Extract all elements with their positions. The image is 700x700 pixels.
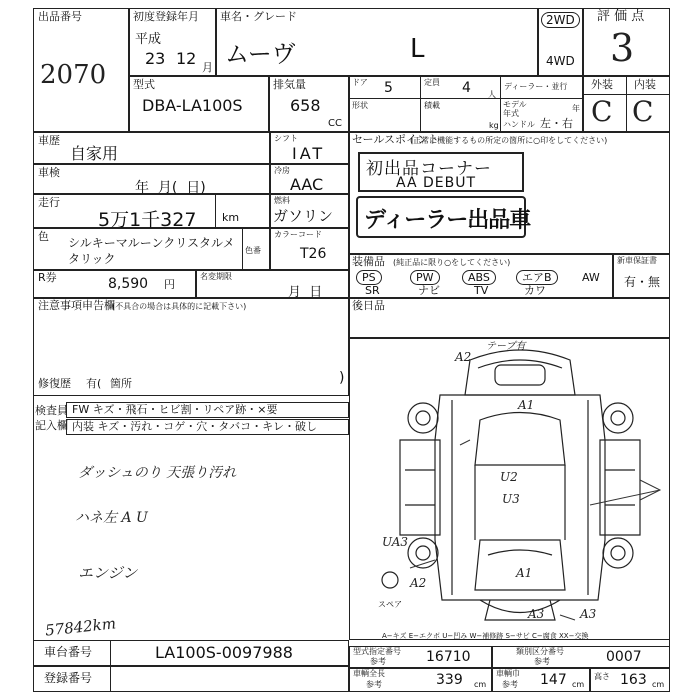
model-year-unit: 年 [572, 104, 580, 113]
width-unit: cm [572, 680, 585, 689]
category-value: 0007 [606, 649, 642, 665]
inspection-value: 年 月( 日) [135, 180, 206, 196]
followup-label: 後日品 [352, 299, 385, 312]
handle-value: 左・右 [540, 117, 573, 130]
inspector-exterior-text: FW キズ・飛石・ヒビ割・リペア跡・×要 [72, 403, 278, 416]
equip-aw: AW [582, 271, 600, 284]
damage-mark-a3-corner: A3 [580, 607, 597, 621]
mileage-unit: km [222, 211, 240, 224]
damage-legend: A−キズ E−エクボ U−凹み W−補修跡 S−サビ C−腐食 XX−交換 [382, 632, 589, 640]
era-label: 平成 [135, 32, 162, 47]
chassis-label: 車台番号 [44, 645, 93, 659]
height-label: 高さ [594, 672, 610, 681]
deadline-label: 名変期限 [200, 272, 232, 281]
interior-label: 内装 [634, 78, 656, 91]
category-label: 類別区分番号 [516, 647, 564, 656]
damage-mark-a1-rear: A1 [516, 566, 533, 580]
damage-mark-u3: U3 [502, 492, 520, 506]
history-label: 車歴 [38, 134, 60, 147]
equip-tv: TV [474, 284, 489, 297]
equip-airbag: エアB [516, 270, 558, 285]
equipment-label: 装備品 [352, 255, 385, 268]
notes-sub: (不具合の場合は具体的に記載下さい) [112, 302, 247, 311]
equip-leather: カワ [524, 284, 546, 297]
recycle-value: 8,590 [108, 276, 149, 292]
equip-sr: SR [365, 284, 380, 297]
equip-abs: ABS [462, 270, 496, 285]
handwritten-note-2: ハネ左 A U [75, 510, 148, 526]
notes-label: 注意事項申告欄 [38, 299, 115, 312]
model-label: 型式 [133, 78, 155, 91]
mileage-label: 走行 [38, 196, 60, 209]
color-code-label: 色番 [245, 246, 261, 255]
length-value: 339 [436, 672, 463, 688]
reg-month: 12 [176, 49, 197, 68]
equipment-sub: (純正品に限り○をしてください) [393, 258, 511, 267]
repair-unit: 箇所 [110, 377, 132, 390]
color-label: 色 [38, 230, 49, 243]
damage-mark-a3-rear: A3 [528, 607, 545, 621]
repair-bracket: ) [339, 370, 345, 386]
model-num-sub: 参考 [370, 657, 386, 666]
damage-mark-a2-top: A2 [455, 350, 472, 364]
disp-label: 排気量 [273, 78, 306, 91]
history-value: 自家用 [70, 144, 119, 163]
disp-value: 658 [290, 96, 321, 115]
mileage-value: 5万1千327 [98, 209, 197, 231]
capacity-value: 4 [462, 80, 471, 96]
category-sub: 参考 [534, 657, 550, 666]
fuel-label: 燃料 [274, 196, 290, 205]
car-name: ムーヴ [225, 40, 296, 68]
exterior-grade: C [591, 95, 613, 128]
height-unit: cm [652, 680, 665, 689]
selling-points-sub: (正常に機能するもの所定の箇所に○印をしてください) [410, 136, 608, 145]
chassis-value: LA100S-0097988 [155, 643, 293, 662]
recycle-label: R券 [38, 271, 57, 284]
car-grade: L [410, 34, 425, 64]
first-reg-label: 初度登録年月 [133, 10, 199, 23]
width-value: 147 [540, 672, 567, 688]
width-label: 車輌巾 [496, 669, 520, 678]
length-unit: cm [474, 680, 487, 689]
dealer-stamp-text: ディーラー出品車 [364, 208, 531, 233]
damage-mark-a2-side: A2 [410, 576, 427, 590]
warranty-label: 新車保証書 [617, 256, 657, 265]
equip-ps: PS [356, 270, 382, 285]
doors-value: 5 [384, 80, 393, 96]
height-value: 163 [620, 672, 647, 688]
handwritten-note-3: エンジン [78, 564, 138, 582]
equip-navi: ナビ [418, 284, 440, 297]
width-sub: 参考 [502, 680, 518, 689]
reg-label: 登録番号 [44, 671, 93, 685]
repair-value: 有( [86, 377, 102, 390]
shift-label: シフト [274, 134, 298, 143]
inspector-label-1: 検査員 [35, 404, 68, 417]
score-value: 3 [610, 26, 635, 70]
ac-value: AAC [290, 175, 324, 194]
reg-year: 23 [145, 49, 166, 68]
drive-4wd: 4WD [546, 54, 575, 68]
car-name-label: 車名・グレード [220, 10, 297, 23]
inspection-label: 車検 [38, 166, 60, 179]
reg-month-unit: 月 [202, 61, 213, 74]
dealer-label: ディーラー・並行 [504, 82, 568, 91]
model-year-label: モデル年式 [503, 100, 527, 118]
shift-value: IAT [292, 144, 326, 163]
length-label: 車輌全長 [353, 669, 385, 678]
damage-mark-a1-front: A1 [518, 398, 535, 412]
deadline-value: 月 日 [288, 285, 323, 300]
inspector-interior-text: 内装 キズ・汚れ・コゲ・穴・タバコ・キレ・破し [72, 420, 318, 433]
damage-mark-u2: U2 [500, 470, 518, 484]
fuel-value: ガソリン [273, 207, 334, 225]
recycle-unit: 円 [164, 278, 175, 291]
handwritten-mileage: 57842km [44, 614, 117, 640]
handwritten-note-1: ダッシュのり 天張り汚れ [78, 465, 237, 481]
length-sub: 参考 [366, 680, 382, 689]
debut-stamp-line2: AA DEBUT [396, 175, 477, 191]
diagram-top-label: テープ有 [486, 341, 526, 352]
model-num-value: 16710 [426, 649, 471, 665]
color-code-value: T26 [300, 246, 327, 262]
repair-label: 修復歴 [38, 377, 71, 390]
model-value: DBA-LA100S [142, 96, 243, 115]
spare-label: スペア [378, 600, 402, 609]
debut-stamp-line1: 初出品コーナー [366, 159, 492, 179]
warranty-value: 有・無 [624, 275, 661, 289]
load-unit: kg [489, 121, 499, 130]
doors-label: ドア [352, 78, 368, 87]
color-value: シルキーマルーンクリスタルメタリック [68, 236, 235, 266]
exterior-label: 外装 [591, 78, 613, 91]
lot-number: 2070 [40, 60, 107, 90]
drive-2wd: 2WD [541, 12, 580, 28]
disp-unit: CC [328, 118, 342, 129]
score-label: 評 価 点 [597, 9, 645, 24]
selling-points-label: セールスポイント [352, 133, 440, 146]
damage-mark-ua3: UA3 [382, 535, 409, 549]
equip-pw: PW [410, 270, 440, 285]
interior-grade: C [632, 95, 654, 128]
color-code-label-2: カラーコード [274, 230, 322, 239]
load-label: 積載 [424, 101, 440, 110]
inspector-label-2: 記入欄 [35, 419, 68, 432]
model-num-label: 型式指定番号 [353, 647, 401, 656]
ac-label: 冷房 [274, 166, 290, 175]
capacity-label: 定員 [424, 78, 440, 87]
lot-label: 出品番号 [38, 10, 82, 23]
capacity-unit: 人 [488, 90, 496, 99]
handle-label: ハンドル [503, 120, 535, 129]
shape-label: 形状 [352, 101, 368, 110]
